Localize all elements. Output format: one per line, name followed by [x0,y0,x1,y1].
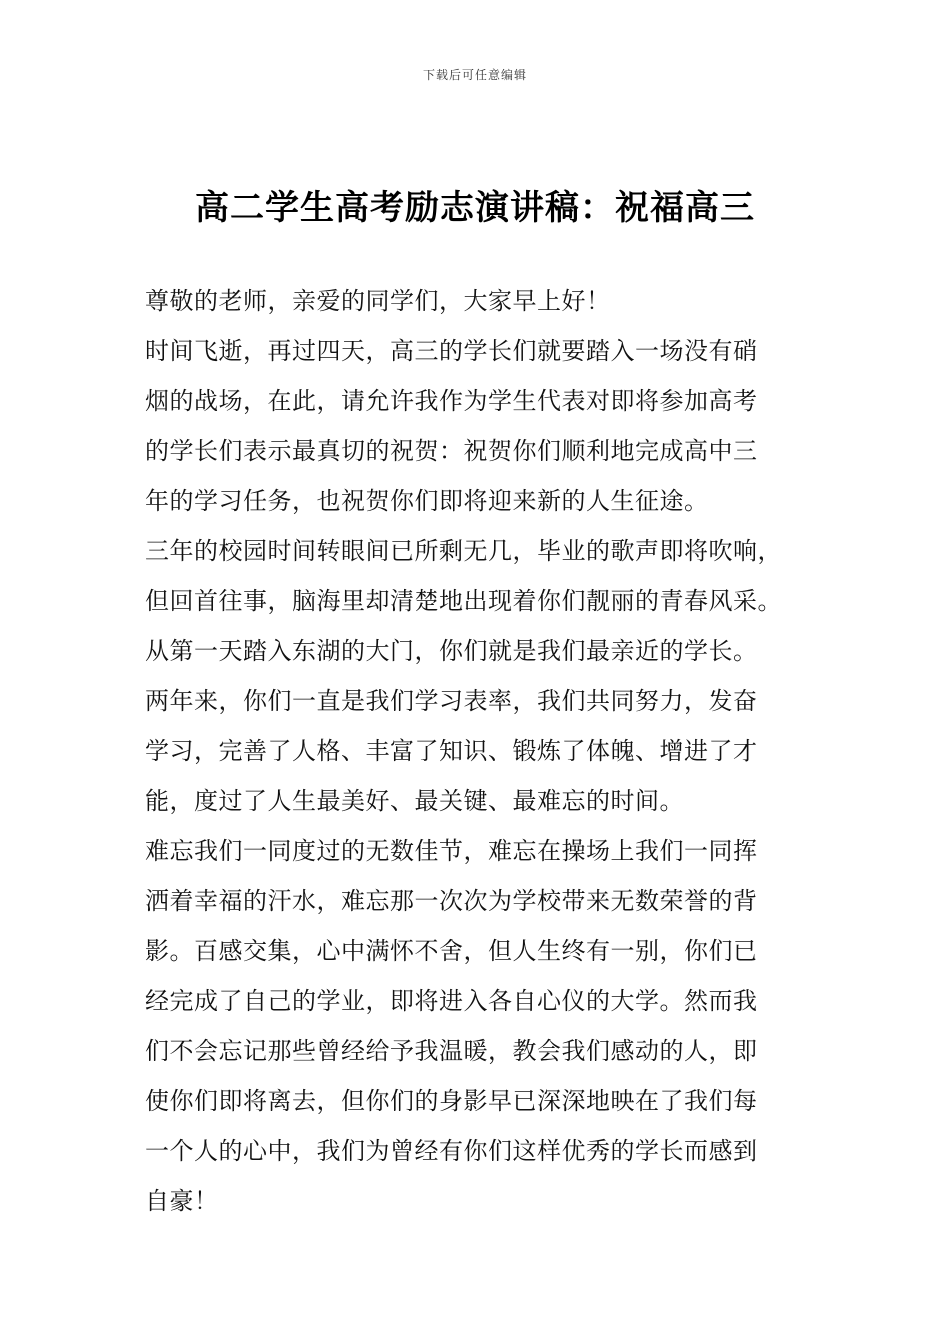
body-line: 的学长们表示最真切的祝贺：祝贺你们顺利地完成高中三 [145,437,758,465]
body-line: 经完成了自己的学业，即将进入各自心仪的大学。然而我 [145,987,758,1015]
document-body [145,280,805,1230]
body-line: 时间飞逝，再过四天，高三的学长们就要踏入一场没有硝 [145,337,758,365]
body-line: 从第一天踏入东湖的大门，你们就是我们最亲近的学长。 [145,637,758,665]
body-line: 自豪！ [145,1187,219,1215]
body-line: 两年来，你们一直是我们学习表率，我们共同努力，发奋 [145,687,758,715]
body-line: 年的学习任务，也祝贺你们即将迎来新的人生征途。 [145,487,709,515]
body-line: 三年的校园时间转眼间已所剩无几，毕业的歌声即将吹响， [145,537,782,565]
body-line: 烟的战场，在此，请允许我作为学生代表对即将参加高考 [145,387,758,415]
body-line: 们不会忘记那些曾经给予我温暖，教会我们感动的人，即 [145,1037,758,1065]
body-line: 能，度过了人生最美好、最关键、最难忘的时间。 [145,787,684,815]
body-line: 一个人的心中，我们为曾经有你们这样优秀的学长而感到 [145,1137,758,1165]
body-line: 使你们即将离去，但你们的身影早已深深地映在了我们每 [145,1087,758,1115]
header-note: 下载后可任意编辑 [422,68,527,82]
body-line: 影。百感交集，心中满怀不舍，但人生终有一别，你们已 [145,937,758,965]
body-line: 尊敬的老师，亲爱的同学们，大家早上好！ [145,287,611,315]
page-title: 高二学生高考励志演讲稿：祝福高三 [195,188,755,228]
body-line: 但回首往事，脑海里却清楚地出现着你们靓丽的青春风采。 [145,587,782,615]
body-line: 难忘我们一同度过的无数佳节，难忘在操场上我们一同挥 [145,837,758,865]
body-line: 洒着幸福的汗水，难忘那一次次为学校带来无数荣誉的背 [145,887,758,915]
body-line: 学习，完善了人格、丰富了知识、锻炼了体魄、增进了才 [145,737,758,765]
